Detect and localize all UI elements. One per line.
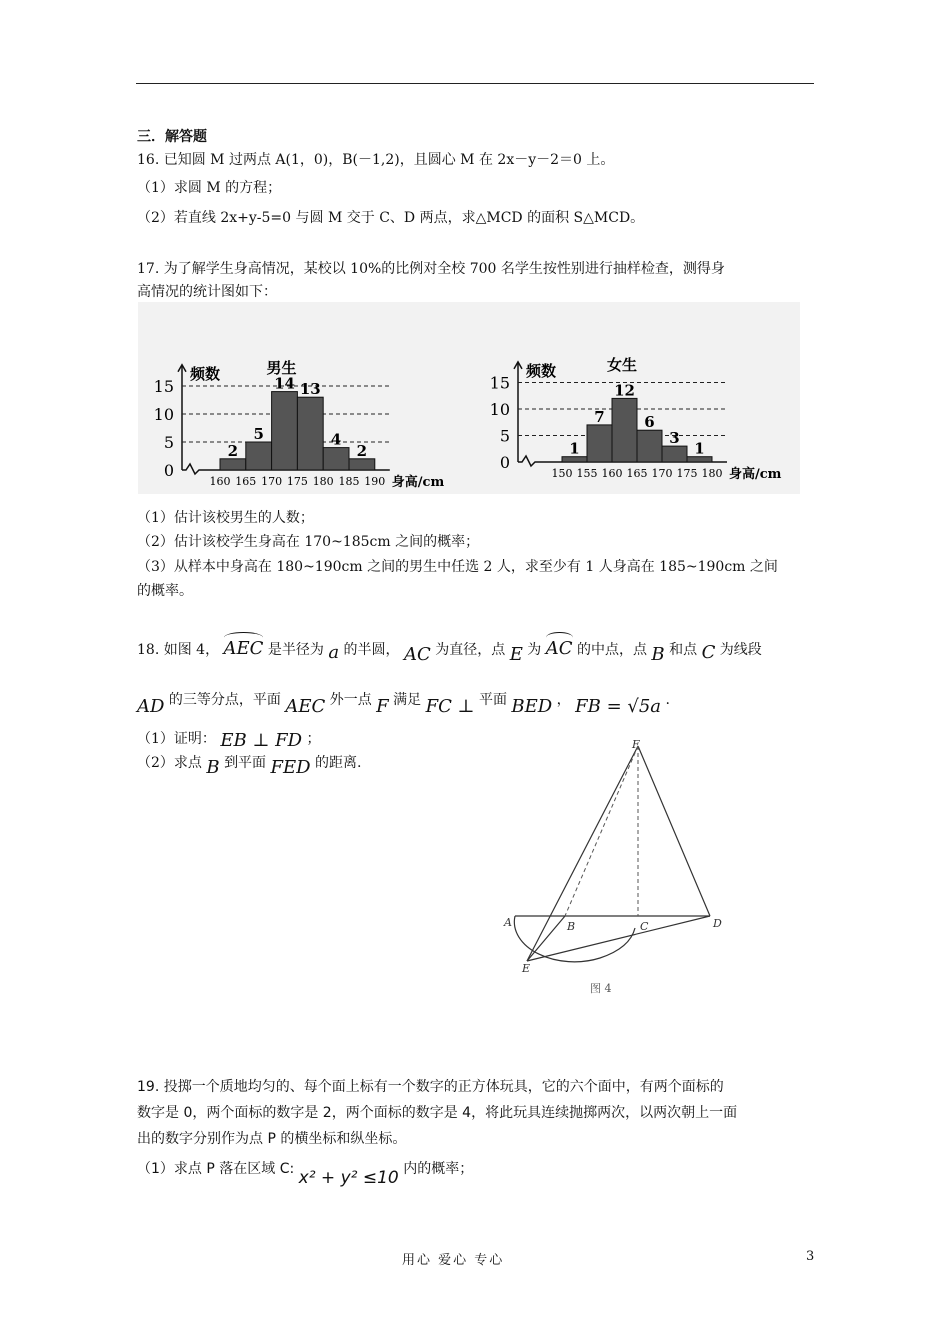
page-number: 3 xyxy=(806,1249,815,1264)
histogram-panel xyxy=(138,302,800,494)
bar-value-label: 13 xyxy=(299,380,321,399)
q16-part2: （2）若直线 2x+y-5=0 与圆 M 交于 C、D 两点，求△MCD 的面积 S△MCD。 xyxy=(137,210,645,226)
bar-value-label: 6 xyxy=(644,413,655,432)
x-tick-label: 170 xyxy=(651,467,673,480)
histogram-bar xyxy=(323,448,349,470)
label-a: A xyxy=(504,916,512,929)
bar-value-label: 4 xyxy=(330,430,342,449)
q19-part1: （1）求点 P 落在区域 C: x² + y² ≤10 内的概率； xyxy=(137,1161,474,1188)
q17-stem-line2: 高情况的统计图如下： xyxy=(137,284,277,300)
q19-line3: 出的数字分别作为点 P 的横坐标和纵坐标。 xyxy=(137,1131,407,1147)
y-tick-label: 5 xyxy=(499,426,510,446)
histogram-bar xyxy=(220,459,246,470)
q16-part1: （1）求圆 M 的方程； xyxy=(137,180,282,196)
x-tick-label: 185 xyxy=(338,475,360,488)
bar-value-label: 1 xyxy=(694,439,705,458)
y-tick-label: 5 xyxy=(163,433,174,452)
label-f: F xyxy=(632,738,640,751)
histogram-bar xyxy=(587,425,612,462)
q18-part2: （2）求点 B 到平面 FED 的距离. xyxy=(137,755,362,778)
label-e: E xyxy=(522,962,531,975)
x-tick-label: 165 xyxy=(235,475,257,488)
x-tick-label: 160 xyxy=(209,475,231,488)
q18-part1: （1）证明： EB ⊥ FD ； xyxy=(137,730,321,751)
x-tick-label: 180 xyxy=(701,467,723,480)
x-tick-label: 180 xyxy=(312,475,334,488)
page-footer: 用心 爱心 专心 xyxy=(402,1253,505,1268)
q17-part3-line1: （3）从样本中身高在 180~190cm 之间的男生中任选 2 人，求至少有 1 人身高在 185~190cm 之间 xyxy=(137,559,778,575)
q17-stem-line1: 17. 为了解学生身高情况，某校以 10%的比例对全校 700 名学生按性别进行抽样检查，测得身 xyxy=(137,261,725,277)
label-d: D xyxy=(713,917,722,930)
histogram-bar xyxy=(246,442,272,470)
section-title: 三．解答题 xyxy=(137,129,207,145)
bar-value-label: 5 xyxy=(253,425,264,443)
arc-aec-label: AEC xyxy=(224,634,264,665)
chart-title: 男生 xyxy=(266,358,297,377)
x-axis-title: 身高/cm xyxy=(729,467,782,482)
q17-part1: （1）估计该校男生的人数； xyxy=(137,510,314,526)
bar-value-label: 12 xyxy=(614,381,635,400)
x-tick-label: 175 xyxy=(676,467,698,480)
histogram-bar xyxy=(637,430,662,462)
arc-ac-label: AC xyxy=(546,634,573,665)
histogram-bar xyxy=(662,446,687,462)
x-tick-label: 175 xyxy=(286,475,308,488)
x-axis-title: 身高/cm xyxy=(391,475,445,490)
bar-value-label: 7 xyxy=(594,407,605,426)
histogram-bar xyxy=(297,397,323,470)
segment-fd xyxy=(638,746,710,916)
y-tick-label: 10 xyxy=(489,400,510,419)
q16-stem: 16. 已知圆 M 过两点 A(1，0)，B(－1,2)，且圆心 M 在 2x－y－2＝0 上。 xyxy=(137,152,615,168)
figure-caption: 图 4 xyxy=(590,982,612,995)
y-axis-title: 频数 xyxy=(526,361,557,380)
q19-line1: 19. 投掷一个质地均匀的、每个面上标有一个数字的正方体玩具，它的六个面中，有两个面标的 xyxy=(137,1079,724,1095)
bar-value-label: 2 xyxy=(227,441,239,460)
x-tick-label: 150 xyxy=(551,467,573,480)
bar-value-label: 2 xyxy=(356,441,368,460)
y-tick-label: 15 xyxy=(489,373,510,393)
q18-text: 18. 如图 4， xyxy=(137,642,220,658)
segment-eb xyxy=(527,916,565,961)
header-rule xyxy=(136,83,814,84)
histogram-figure xyxy=(138,302,800,494)
label-b: B xyxy=(567,920,576,933)
q17-part2: （2）估计该校学生身高在 170~185cm 之间的概率； xyxy=(137,534,480,550)
x-tick-label: 170 xyxy=(261,475,283,488)
segment-ef xyxy=(527,746,638,961)
y-tick-label: 0 xyxy=(163,461,174,480)
y-tick-label: 0 xyxy=(499,453,510,472)
q17-part3-line2: 的概率。 xyxy=(137,583,193,599)
y-tick-label: 15 xyxy=(153,377,174,396)
histogram-bar xyxy=(349,459,375,470)
q18-line1: 18. 如图 4， AEC 是半径为 a 的半圆， AC 为直径，点 E 为 AC 的中点，点 B 和点 C 为线段 xyxy=(137,634,762,668)
bar-value-label: 14 xyxy=(274,374,295,393)
x-tick-label: 190 xyxy=(364,475,386,488)
geometry-figure-4 xyxy=(470,738,740,1008)
segment-fb-dashed xyxy=(565,746,638,916)
histogram-bar xyxy=(612,398,637,462)
q19-line2: 数字是 0，两个面标的数字是 2，两个面标的数字是 4，将此玩具连续抛掷两次，以两次朝上一面 xyxy=(137,1105,738,1121)
bar-value-label: 1 xyxy=(569,439,580,458)
x-tick-label: 160 xyxy=(601,467,623,480)
q18-line2: AD 的三等分点，平面 AEC 外一点 F 满足 FC ⊥ 平面 BED ， FB = √5a . xyxy=(137,692,670,717)
histogram-bar xyxy=(272,392,298,470)
y-tick-label: 10 xyxy=(153,405,174,424)
segment-ed xyxy=(527,916,710,961)
x-tick-label: 155 xyxy=(576,467,598,480)
y-axis-title: 频数 xyxy=(190,364,221,383)
chart-title: 女生 xyxy=(607,355,638,374)
x-tick-label: 165 xyxy=(626,467,648,480)
label-c: C xyxy=(640,920,649,933)
bar-value-label: 3 xyxy=(669,429,680,448)
